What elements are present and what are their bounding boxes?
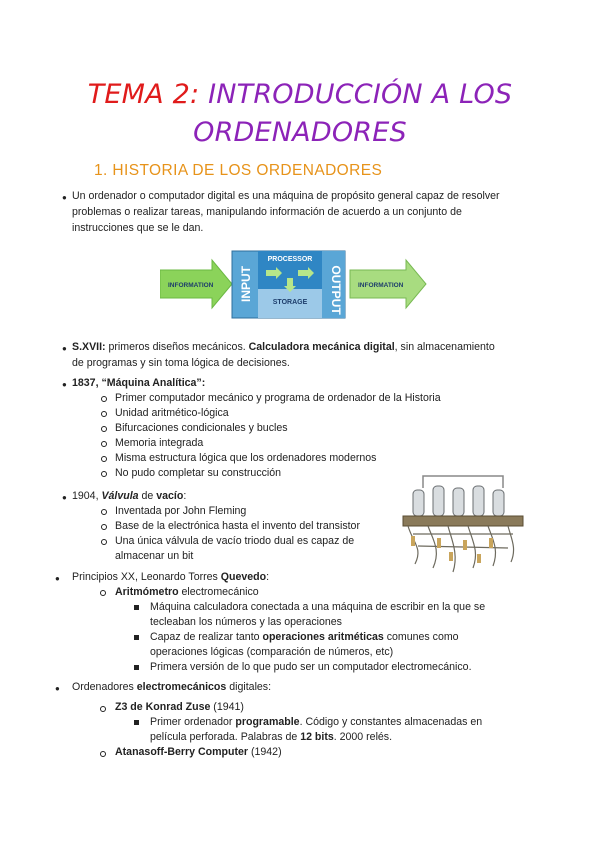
- aritmometro-item: Primera versión de lo que pudo ser un computador electromecánico.: [150, 661, 472, 673]
- maquina-item: No pudo completar su construcción: [115, 467, 282, 479]
- valvula-item: Inventada por John Fleming: [115, 505, 247, 517]
- information-out-label: INFORMATION: [358, 282, 404, 289]
- z3-heading: Z3 de Konrad Zuse (1941): [115, 701, 244, 713]
- aritmometro-heading: Aritmómetro electromecánico: [115, 586, 259, 598]
- bullet-circle: [101, 396, 107, 402]
- sxvii-line-2: de programas y sin toma lógica de decisiones.: [72, 357, 290, 369]
- bullet-square: [134, 635, 139, 640]
- z3-item-cont: película perforada. Palabras de 12 bits. 2000 relés.: [150, 731, 393, 743]
- bullet-circle: [101, 411, 107, 417]
- title-tema: TEMA 2:: [87, 79, 200, 110]
- bullet-circle: [101, 539, 107, 545]
- storage-label: STORAGE: [272, 299, 308, 306]
- bullet-square: [134, 605, 139, 610]
- title-line2: ORDENADORES: [193, 117, 407, 148]
- bullet-circle: [100, 590, 106, 596]
- section-heading: 1. HISTORIA DE LOS ORDENADORES: [94, 162, 383, 179]
- bullet-dot: ●: [62, 493, 67, 502]
- title-line1: INTRODUCCIÓN A LOS: [208, 79, 513, 110]
- electro-heading: Ordenadores electromecánicos digitales:: [72, 681, 272, 693]
- valvula-item-cont: almacenar un bit: [115, 550, 194, 562]
- bullet-circle: [101, 426, 107, 432]
- bullet-circle: [100, 751, 106, 757]
- bullet-circle: [101, 471, 107, 477]
- input-label: INPUT: [239, 266, 253, 302]
- valvula-item: Una única válvula de vacío triodo dual es capaz de: [115, 535, 355, 547]
- maquina-item: Misma estructura lógica que los ordenadores modernos: [115, 452, 377, 464]
- bullet-dot: ●: [62, 344, 67, 353]
- maquina-item: Memoria integrada: [115, 437, 204, 449]
- intro-line-2: problemas o realizar tareas, manipulando información de acuerdo a un conjunto de: [72, 206, 462, 218]
- intro-line-1: Un ordenador o computador digital es una máquina de propósito general capaz de resolver: [72, 190, 500, 202]
- abc-heading: Atanasoff-Berry Computer (1942): [115, 746, 282, 758]
- page-title: [0, 76, 600, 152]
- bullet-circle: [101, 456, 107, 462]
- maquina-item: Primer computador mecánico y programa de ordenador de la Historia: [115, 392, 441, 404]
- bullet-square: [134, 720, 139, 725]
- sxvii-line-1: S.XVII: primeros diseños mecánicos. Calculadora mecánica digital, sin almacenamiento: [72, 341, 495, 353]
- quevedo-heading: Principios XX, Leonardo Torres Quevedo:: [72, 571, 270, 583]
- intro-line-3: instrucciones que se le dan.: [72, 222, 204, 234]
- bullet-circle: [101, 441, 107, 447]
- aritmometro-item-cont: tecleaban los números y las operaciones: [150, 616, 342, 628]
- valvula-item: Base de la electrónica hasta el invento del transistor: [115, 520, 360, 532]
- maquina-item: Bifurcaciones condicionales y bucles: [115, 422, 288, 434]
- valvula-heading: 1904, Válvula de vacío:: [72, 490, 187, 502]
- bullet-dot: ●: [55, 574, 60, 583]
- bullet-circle: [101, 509, 107, 515]
- bullet-circle: [101, 524, 107, 530]
- aritmometro-item: Máquina calculadora conectada a una máquina de escribir en la que se: [150, 601, 486, 613]
- processor-label: PROCESSOR: [267, 256, 313, 263]
- bullet-dot: ●: [62, 380, 67, 389]
- z3-item: Primer ordenador programable. Código y constantes almacenadas en: [150, 716, 483, 728]
- bullet-square: [134, 665, 139, 670]
- information-in-label: INFORMATION: [168, 282, 214, 289]
- bullet-circle: [100, 706, 106, 712]
- aritmometro-item: Capaz de realizar tanto operaciones aritméticas comunes como: [150, 631, 459, 643]
- bullet-dot: ●: [62, 193, 67, 202]
- bullet-dot: ●: [55, 684, 60, 693]
- aritmometro-item-cont: operaciones lógicas (comparación de números, etc): [150, 646, 394, 658]
- vacuum-tube-photo: [393, 468, 533, 580]
- maquina-item: Unidad aritmético-lógica: [115, 407, 229, 419]
- maquina-heading: 1837, “Máquina Analítica”:: [72, 377, 206, 389]
- output-label: OUTPUT: [329, 265, 343, 315]
- computer-diagram: [160, 248, 430, 320]
